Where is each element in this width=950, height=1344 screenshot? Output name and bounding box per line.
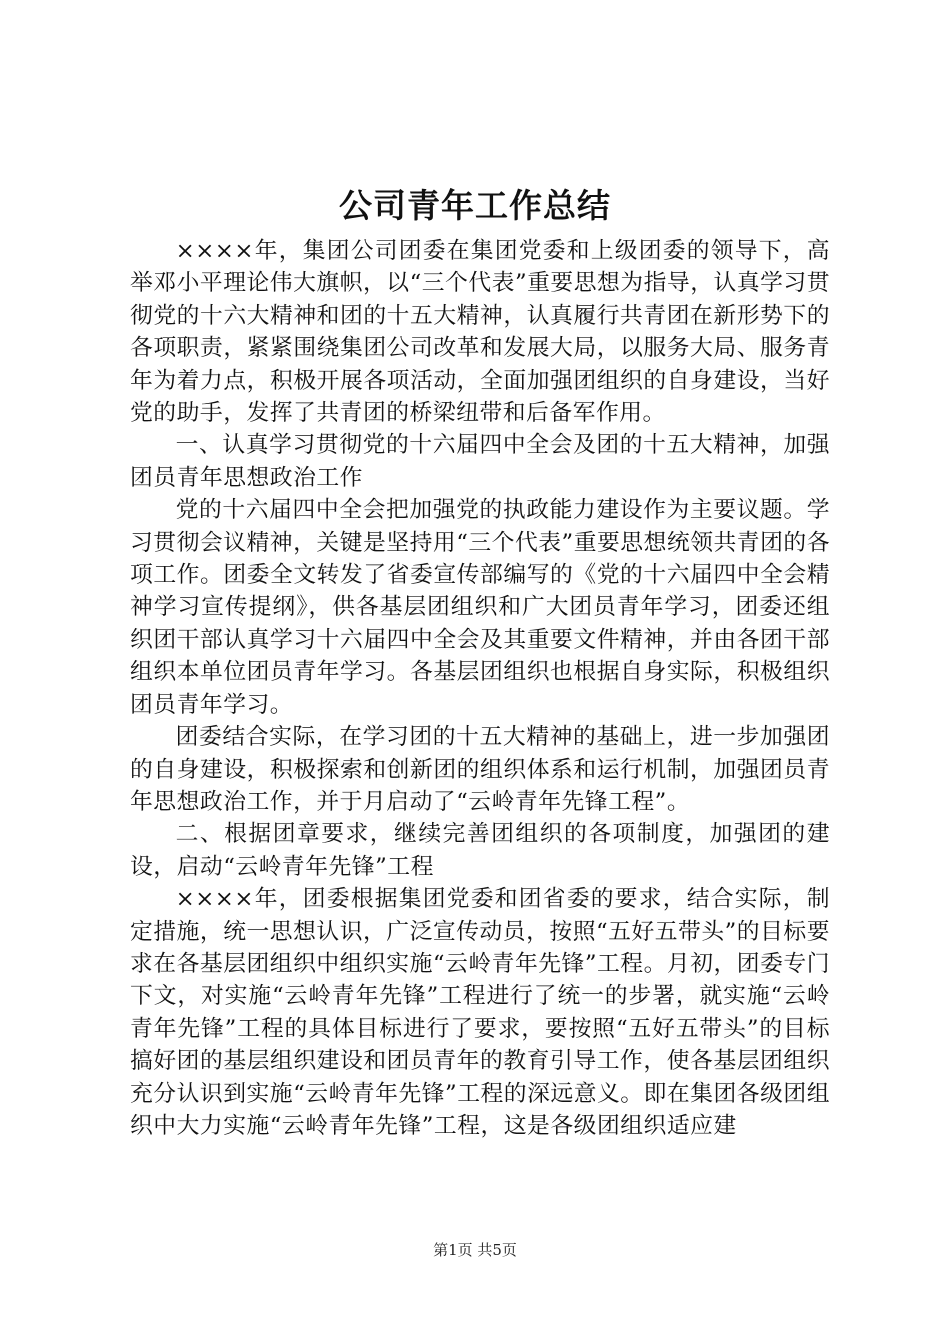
paragraph-intro: ××××年，集团公司团委在集团党委和上级团委的领导下，高举邓小平理论伟大旗帜，以“三个代表”重要思想为指导，认真学习贯彻党的十六大精神和团的十五大精神，认真履行共青团在新形势下的各项职责，紧紧围绕集团公司改革和发展大局，以服务大局、服务青年为着力点，积极开展各项活动，全面加强团组织的自身建设，当好党的助手，发挥了共青团的桥梁纽带和后备军作用。 [130, 238, 830, 427]
paragraph-study: 党的十六届四中全会把加强党的执政能力建设作为主要议题。学习贯彻会议精神，关键是坚持用“三个代表”重要思想统领共青团的各项工作。团委全文转发了省委宣传部编写的《党的十六届四中全会精神学习宣传提纲》，供各基层团组织和广大团员青年学习，团委还组织团干部认真学习十六届四中全会及其重要文件精神，并由各团干部组织本单位团员青年学习。各基层团组织也根据自身实际，积极组织团员青年学习。 [130, 497, 830, 718]
section-heading-1: 一、认真学习贯彻党的十六届四中全会及团的十五大精神，加强团员青年思想政治工作 [130, 432, 830, 491]
paragraph-league-construction: 团委结合实际，在学习团的十五大精神的基础上，进一步加强团的自身建设，积极探索和创新团的组织体系和运行机制，加强团员青年思想政治工作，并于月启动了“云岭青年先锋工程”。 [130, 724, 830, 815]
paragraph-pioneer-project: ××××年，团委根据集团党委和团省委的要求，结合实际，制定措施，统一思想认识，广泛宣传动员，按照“五好五带头”的目标要求在各基层团组织中组织实施“云岭青年先锋”工程。月初，团委专门下文，对实施“云岭青年先锋”工程进行了统一的步署，就实施“云岭青年先锋”工程的具体目标进行了要求，要按照“五好五带头”的目标搞好团的基层组织建设和团员青年的教育引导工作，使各基层团组织充分认识到实施“云岭青年先锋”工程的深远意义。即在集团各级团组织中大力实施“云岭青年先锋”工程，这是各级团组织适应建 [130, 886, 830, 1139]
document-body [130, 235, 830, 1142]
document-title: 公司青年工作总结 [339, 186, 611, 225]
section-heading-2: 二、根据团章要求，继续完善团组织的各项制度，加强团的建设，启动“云岭青年先锋”工程 [130, 821, 830, 880]
page-number-footer: 第1页 共5页 [433, 1241, 517, 1259]
